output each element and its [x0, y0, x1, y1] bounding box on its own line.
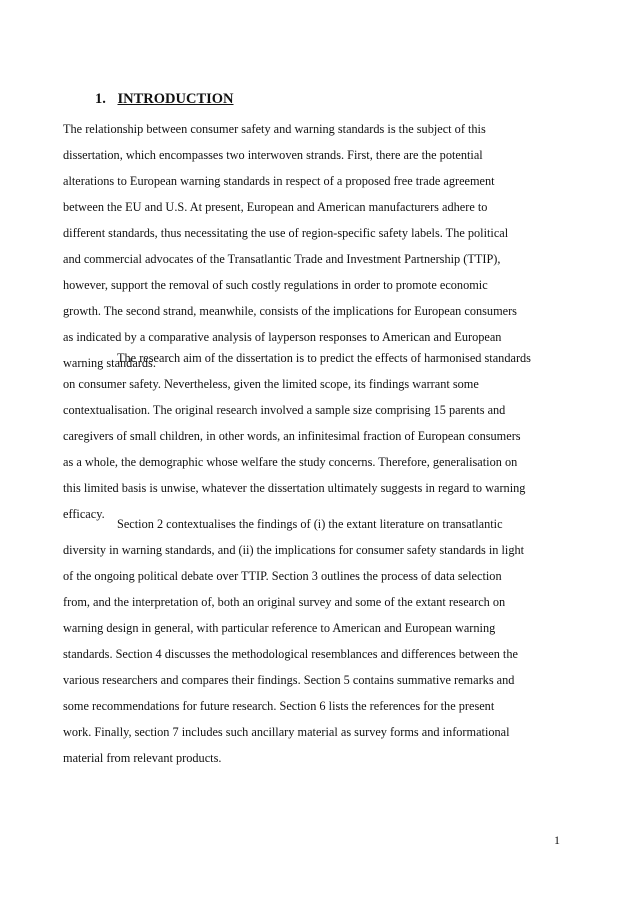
paragraph-2 [63, 345, 563, 527]
paragraph-line: contextualisation. The original research involved a sample size comprising 15 parents and [63, 403, 506, 417]
paragraph-line: from, and the interpretation of, both an original survey and some of the extant research on [63, 595, 506, 609]
paragraph-3 [63, 511, 563, 771]
paragraph-line: warning design in general, with particular reference to American and European warning [63, 621, 496, 635]
paragraph-line: of the ongoing political debate over TTIP. Section 3 outlines the process of data selection [63, 569, 502, 583]
paragraph-line: different standards, thus necessitating the use of region-specific safety labels. The political [63, 226, 509, 240]
paragraph-line: as a whole, the demographic whose welfare the study concerns. Therefore, generalisation on [63, 455, 518, 469]
paragraph-line: however, support the removal of such costly regulations in order to promote economic [63, 278, 488, 292]
paragraph-line: The research aim of the dissertation is to predict the effects of harmonised standards [117, 351, 531, 365]
paragraph-line: Section 2 contextualises the findings of (i) the extant literature on transatlantic [117, 517, 503, 531]
paragraph-line: as indicated by a comparative analysis of layperson responses to American and European [63, 330, 502, 344]
paragraph-line: various researchers and compares their findings. Section 5 contains summative remarks and [63, 673, 515, 687]
section-heading [95, 91, 234, 108]
paragraph-line: standards. Section 4 discusses the methodological resemblances and differences between the [63, 647, 518, 661]
paragraph-line: between the EU and U.S. At present, European and American manufacturers adhere to [63, 200, 488, 214]
paragraph-line: and commercial advocates of the Transatlantic Trade and Investment Partnership (TTIP), [63, 252, 501, 266]
section-title: INTRODUCTION [117, 91, 234, 107]
paragraph-line: material from relevant products. [63, 751, 222, 765]
paragraph-line: diversity in warning standards, and (ii) the implications for consumer safety standards in light [63, 543, 525, 557]
paragraph-line: work. Finally, section 7 includes such ancillary material as survey forms and informational [63, 725, 510, 739]
section-number: 1. [95, 91, 106, 107]
paragraph-line: growth. The second strand, meanwhile, consists of the implications for European consumers [63, 304, 517, 318]
paragraph-line: some recommendations for future research. Section 6 lists the references for the present [63, 699, 495, 713]
page-number: 1 [554, 833, 560, 847]
paragraph-line: caregivers of small children, in other words, an infinitesimal fraction of European consumers [63, 429, 521, 443]
paragraph-line: The relationship between consumer safety and warning standards is the subject of this [63, 122, 486, 136]
paragraph-line: this limited basis is unwise, whatever the dissertation ultimately suggests in regard to warning [63, 481, 526, 495]
paragraph-line: alterations to European warning standards in respect of a proposed free trade agreement [63, 174, 495, 188]
paragraph-line: on consumer safety. Nevertheless, given the limited scope, its findings warrant some [63, 377, 479, 391]
paragraph-line: dissertation, which encompasses two interwoven strands. First, there are the potential [63, 148, 483, 162]
paragraph-line: warning standards. [63, 356, 156, 370]
paragraph-1 [63, 116, 563, 376]
paragraph-line: efficacy. [63, 507, 105, 521]
